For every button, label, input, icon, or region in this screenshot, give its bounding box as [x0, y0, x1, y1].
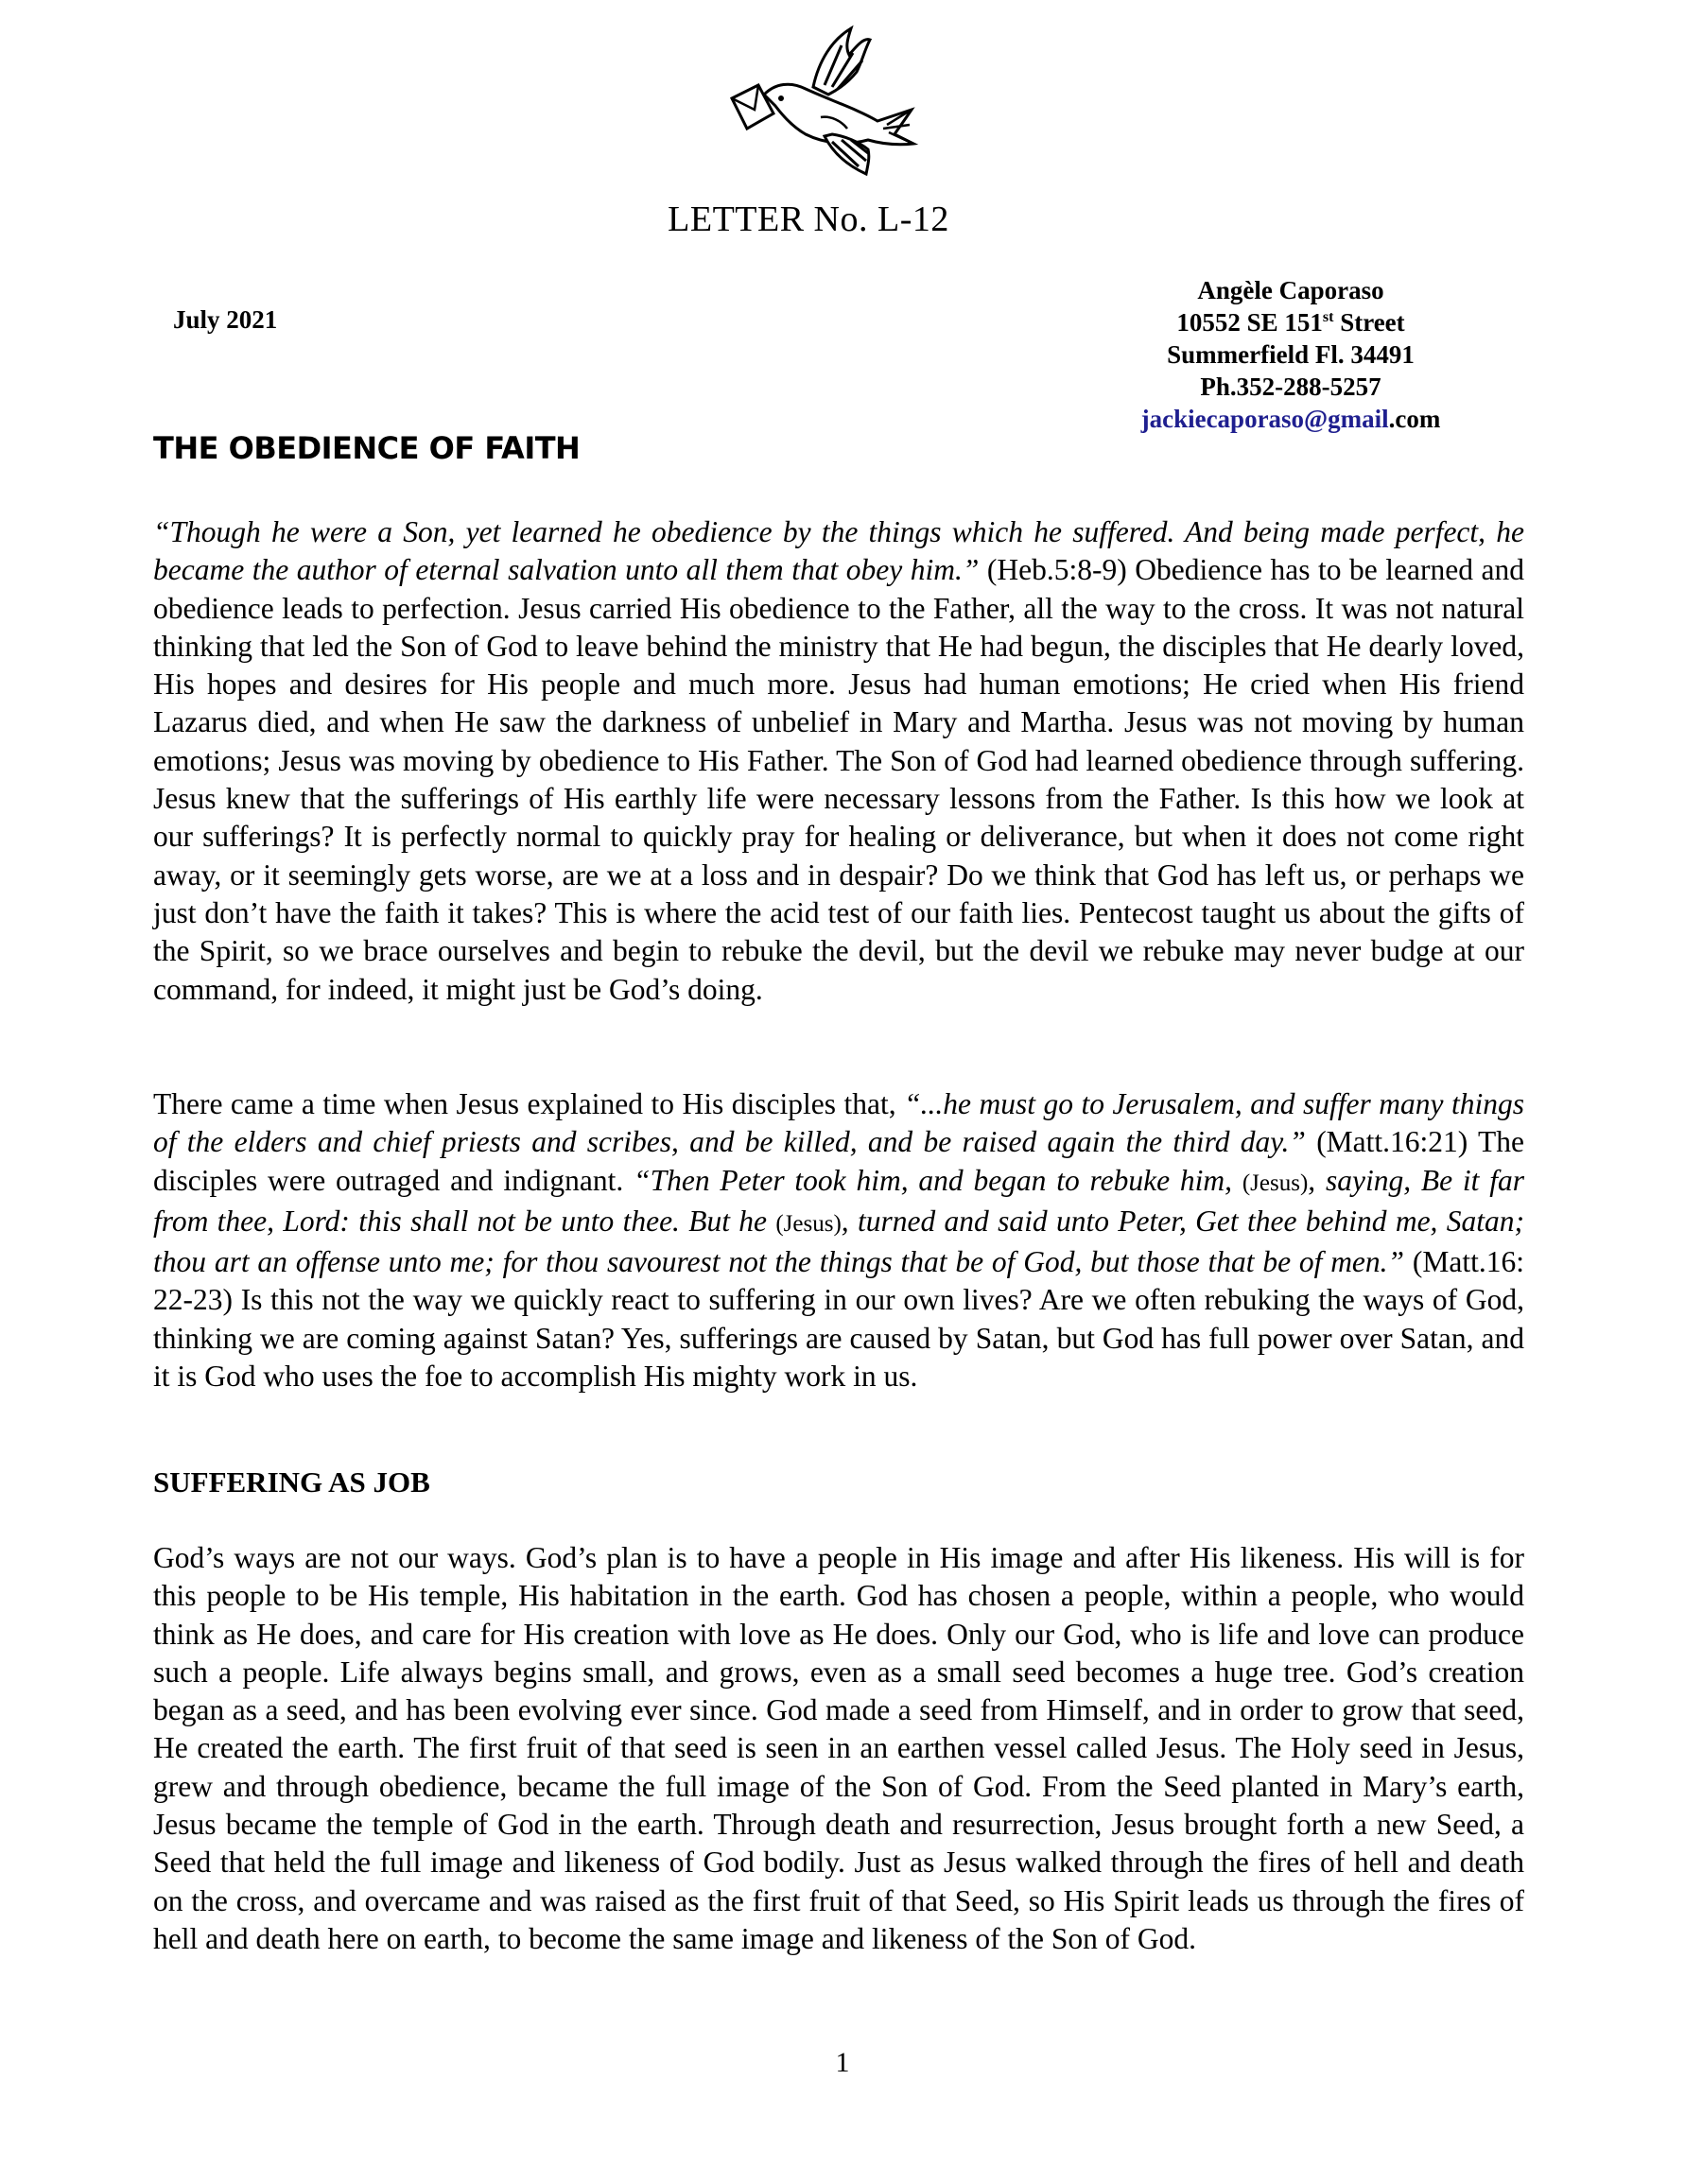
scripture-quote: “Though he were a Son, yet learned he obedience by the things which he suffered. And being made perfect, he became the author of eternal salvation unto all them that obey him.” — [153, 515, 1524, 587]
sender-city: Summerfield Fl. 34491 — [1167, 340, 1415, 369]
sender-street: 10552 SE 151st Street — [1176, 308, 1405, 337]
sender-phone: Ph.352-288-5257 — [1200, 373, 1381, 401]
body-paragraph-3: God’s ways are not our ways. God’s plan is to have a people in His image and after His likeness. His will is for this people to be His temple, His habitation in the earth. God has chosen a people, within a people, who would think as He does, and care for His creation with love as He does. Only our God, who is life and love can produce such a people. Life always begins small, and grows, even as a small seed becomes a huge tree. God’s creation began as a seed, and has been evolving ever since. God made a seed from Himself, and in order to grow that seed, He created the earth. The first fruit of that seed is seen in an earthen vessel called Jesus. The Holy seed in Jesus, grew and through obedience, became the full image of the Son of God. From the Seed planted in Mary’s earth, Jesus became the temple of God in the earth. Through death and resurrection, Jesus brought forth a new Seed, a Seed that held the full image and likeness of God bodily. Just as Jesus walked through the fires of hell and death on the cross, and overcame and was raised as the first fruit of that Seed, so His Spirit leads us through the fires of hell and death here on earth, to become the same image and likeness of the Son of God. — [153, 1541, 1524, 1955]
body-paragraph-2: There came a time when Jesus explained to His disciples that, “...he must go to Jerusalem, and suffer many things of the elders and chief priests and scribes, and be killed, and be raised again the third day.” (Matt.16:21) The disciples were outraged and indignant. “Then Peter took him, and began to rebuke him, (Jesus), saying, Be it far from thee, Lord: this shall not be unto thee. But he (Jesus), turned and said unto Peter, Get thee behind me, Satan; thou art an offense unto me; for thou savourest not the things that be of God, but those that be of men.” (Matt.16: 22-23) Is this not the way we quickly react to suffering in our own lives? Are we often rebuking the ways of God, thinking we are coming against Satan? Yes, sufferings are caused by Satan, but God has full power over Satan, and it is God who uses the foe to accomplish His mighty work in us. — [153, 1087, 1525, 1394]
section-heading-obedience: THE OBEDIENCE OF FAITH — [153, 430, 581, 466]
scripture-quote: “Then Peter took him, and began to rebuke him, — [634, 1163, 1242, 1197]
scripture-quote: “...he must go to Jerusalem, and suffer many things of the elders and chief priests and scribes, and be killed, and be raised again the third day.” — [153, 1087, 1524, 1159]
letter-date: July 2021 — [173, 305, 278, 334]
sender-email[interactable]: jackiecaporaso@gmail.com — [1140, 405, 1441, 433]
section-heading-suffering: SUFFERING AS JOB — [153, 1465, 430, 1499]
letter-title: LETTER No. L-12 — [668, 199, 949, 239]
page-number: 1 — [835, 2047, 850, 2078]
sender-name: Angèle Caporaso — [1197, 276, 1384, 304]
body-paragraph-1: “Though he were a Son, yet learned he obedience by the things which he suffered. And being made perfect, he became the author of eternal salvation unto all them that obey him.” (Heb.5:8-9) Obedience has to be learned and obedience leads to perfection. Jesus carried His obedience to the Father, all the way to the cross. It was not natural thinking that led the Son of God to leave behind the ministry that He had begun, the disciples that He dearly loved, His hopes and desires for His people and much more. Jesus had human emotions; He cried when His friend Lazarus died, and when He saw the darkness of unbelief in Mary and Martha. Jesus was not moving by human emotions; Jesus was moving by obedience to His Father. The Son of God had learned obedience through suffering. Jesus knew that the sufferings of His earthly life were necessary lessons from the Father. Is this how we look at our sufferings? It is perfectly normal to quickly pray for healing or deliverance, but when it does not come right away, or it seemingly gets worse, are we at a loss and in despair? Do we think that God has left us, or perhaps we just don’t have the faith it takes? This is where the acid test of our faith lies. Pentecost taught us about the gifts of the Spirit, so we brace ourselves and begin to rebuke the devil, but the devil we rebuke may never budge at our command, for indeed, it might just be God’s doing. — [153, 515, 1524, 1006]
sender-address-block — [1097, 274, 1485, 435]
dove-with-letter-icon — [726, 23, 925, 188]
